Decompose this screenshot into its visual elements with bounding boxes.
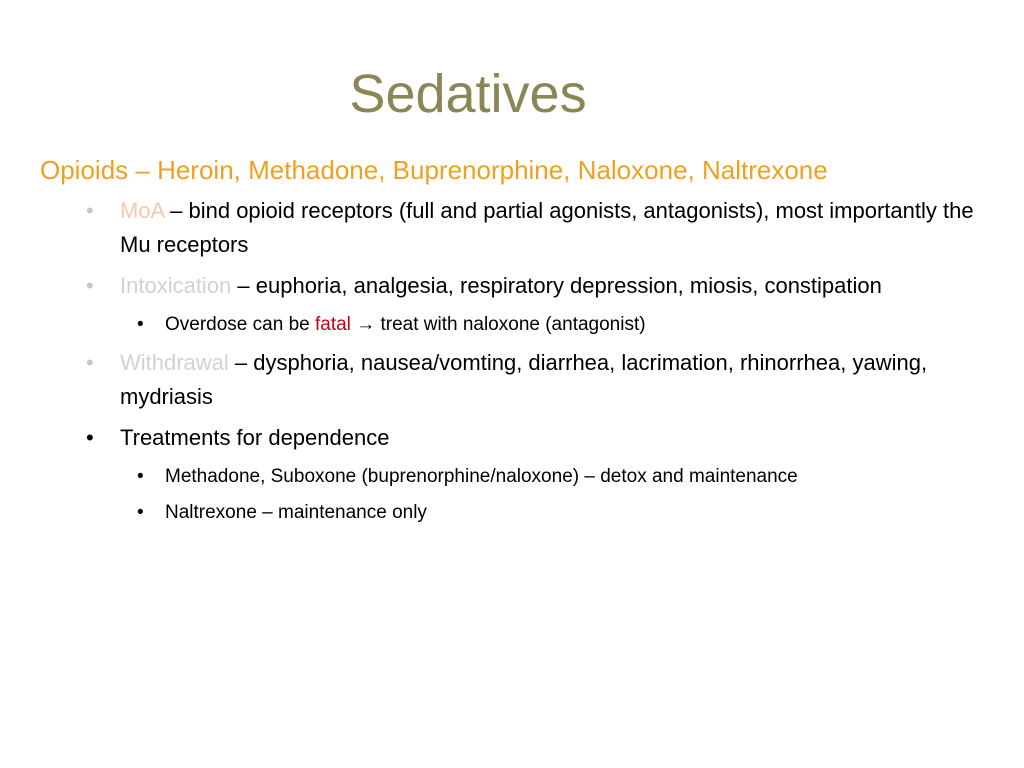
sub-bullet-naltrexone	[40, 498, 980, 528]
sub-bullet-overdose	[40, 310, 980, 340]
section-heading: Opioids – Heroin, Methadone, Buprenorphine, Naloxone, Naltrexone	[40, 155, 828, 185]
arrow-right-icon: →	[356, 314, 376, 335]
fatal-highlight: fatal	[314, 314, 351, 335]
bullet-treatments	[40, 421, 980, 455]
treatment-sub-1: Methadone, Suboxone (buprenorphine/naloxone) – detox and maintenance	[165, 466, 798, 487]
slide-title	[0, 58, 1024, 130]
bullet-dot: •	[86, 425, 94, 450]
bullet-dot: •	[86, 273, 94, 298]
withdrawal-label: Withdrawal	[120, 350, 229, 375]
bullet-dot: •	[86, 198, 94, 223]
treatments-label: Treatments for dependence	[120, 425, 390, 450]
bullet-dot: •	[137, 314, 144, 335]
moa-text: – bind opioid receptors (full and partial agonists, antagonists), most importantly the Mu receptors	[120, 198, 974, 257]
bullet-dot: •	[137, 502, 144, 523]
intoxication-text: – euphoria, analgesia, respiratory depression, miosis, constipation	[231, 273, 882, 298]
bullet-withdrawal	[40, 346, 980, 414]
bullet-moa	[40, 194, 980, 262]
bullet-dot: •	[86, 350, 94, 375]
slide-content	[40, 150, 980, 534]
intoxication-label: Intoxication	[120, 273, 232, 298]
withdrawal-text: – dysphoria, nausea/vomting, diarrhea, lacrimation, rhinorrhea, yawing, mydriasis	[120, 350, 928, 409]
treatment-sub-2: Naltrexone – maintenance only	[165, 502, 427, 523]
slide-title-text: Sedatives	[349, 64, 587, 124]
bullet-intoxication	[40, 269, 980, 303]
moa-label: MoA	[120, 198, 165, 223]
overdose-text-before: Overdose can be	[165, 314, 315, 335]
bullet-dot: •	[137, 466, 144, 487]
sub-bullet-methadone	[40, 462, 980, 492]
overdose-text-after: treat with naloxone (antagonist)	[375, 314, 646, 335]
